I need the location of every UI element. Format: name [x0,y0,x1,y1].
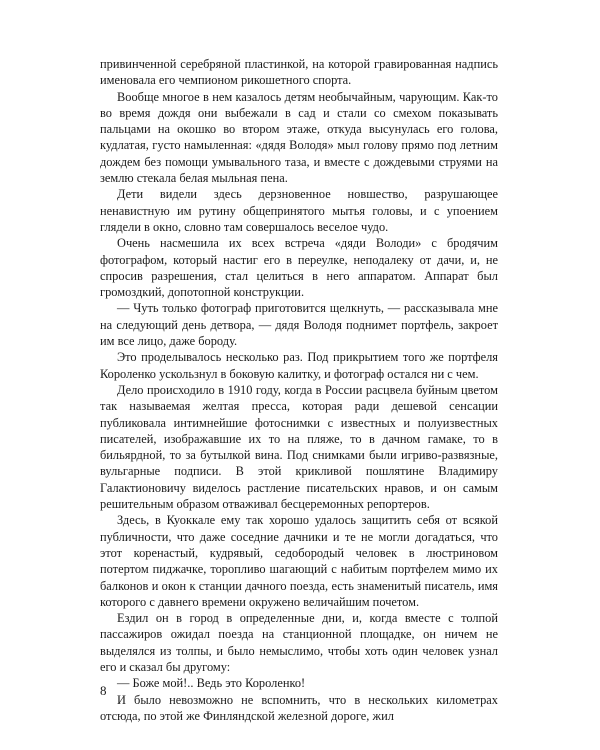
paragraph: Дело происходило в 1910 году, когда в России расцвела буйным цветом так называемая желтая пресса, которая ради дешевой сенсации публиковала интимнейшие фотоснимки с известных и полуизвестных писателей, изображавшие их то на пляже, то в дачном гамаке, то в бильярдной, то за бутылкой вина. Под снимками были игриво-развязные, вульгарные подписи. В этой крикливой пошлятине Владимиру Галактионовичу виделось растление писательских нравов, и он самым решительным образом отваживал бесцеремонных репортеров. [100,382,498,512]
paragraph: — Чуть только фотограф приготовится щелкнуть, — рассказывала мне на следующий день детвора, — дядя Володя поднимет портфель, закроет им все лицо, даже бороду. [100,301,498,349]
paragraph: Это проделывалось несколько раз. Под прикрытием того же портфеля Короленко ускользнул в боковую калитку, и фотограф остался ни с чем. [100,350,498,381]
paragraph: Очень насмешила их всех встреча «дяди Володи» с бродячим фотографом, который настиг его в переулке, неподалеку от дачи, и, не спросив разрешения, стал целиться в него аппаратом. Аппарат был громоздкий, допотопной конструкции. [100,236,498,300]
paragraph: И было невозможно не вспомнить, что в нескольких километрах отсюда, по этой же Финляндской железной дороге, жил [100,692,498,723]
body-text [100,56,498,724]
paragraph: Вообще многое в нем казалось детям необычайным, чарующим. Как-то во время дождя они выбежали в сад и стали со смехом показывать пальцами на окошко во втором этаже, откуда высунулась его голова, кудлатая, густо намыленная: «дядя Володя» мыл голову прямо под летним дождем без помощи умывального таза, и вместе с дождевыми струями на землю стекала белая мыльная пена. [100,89,498,186]
page-number: 8 [100,683,107,698]
paragraph: — Боже мой!.. Ведь это Короленко! [117,676,306,691]
paragraph: Дети видели здесь дерзновенное новшество, разрушающее ненавистную им рутину общепринятого мытья головы, и с упоением глядели в окно, словно там совершалось веселое чудо. [100,187,498,234]
paragraph: привинченной серебряной пластинкой, на которой гравированная надпись именовала его чемпионом рикошетного спорта. [100,57,498,88]
paragraph: Здесь, в Куоккале ему так хорошо удалось защитить себя от всякой публичности, что даже соседние дачники и те не могли догадаться, что этот коренастый, кудрявый, седобородый человек в люстриновом потертом пиджачке, торопливо шагающий с набитым портфелем мимо их балконов и окон к станции дачного поезда, есть знаменитый писатель, имя которого с давнего времени окружено величайшим почетом. [100,513,498,609]
paragraph: Ездил он в город в определенные дни, и, когда вместе с толпой пассажиров ожидал поезда на станционной площадке, он ничем не выделялся из толпы, и было немыслимо, чтобы хоть один человек узнал его и сказал бы другому: [100,611,498,674]
